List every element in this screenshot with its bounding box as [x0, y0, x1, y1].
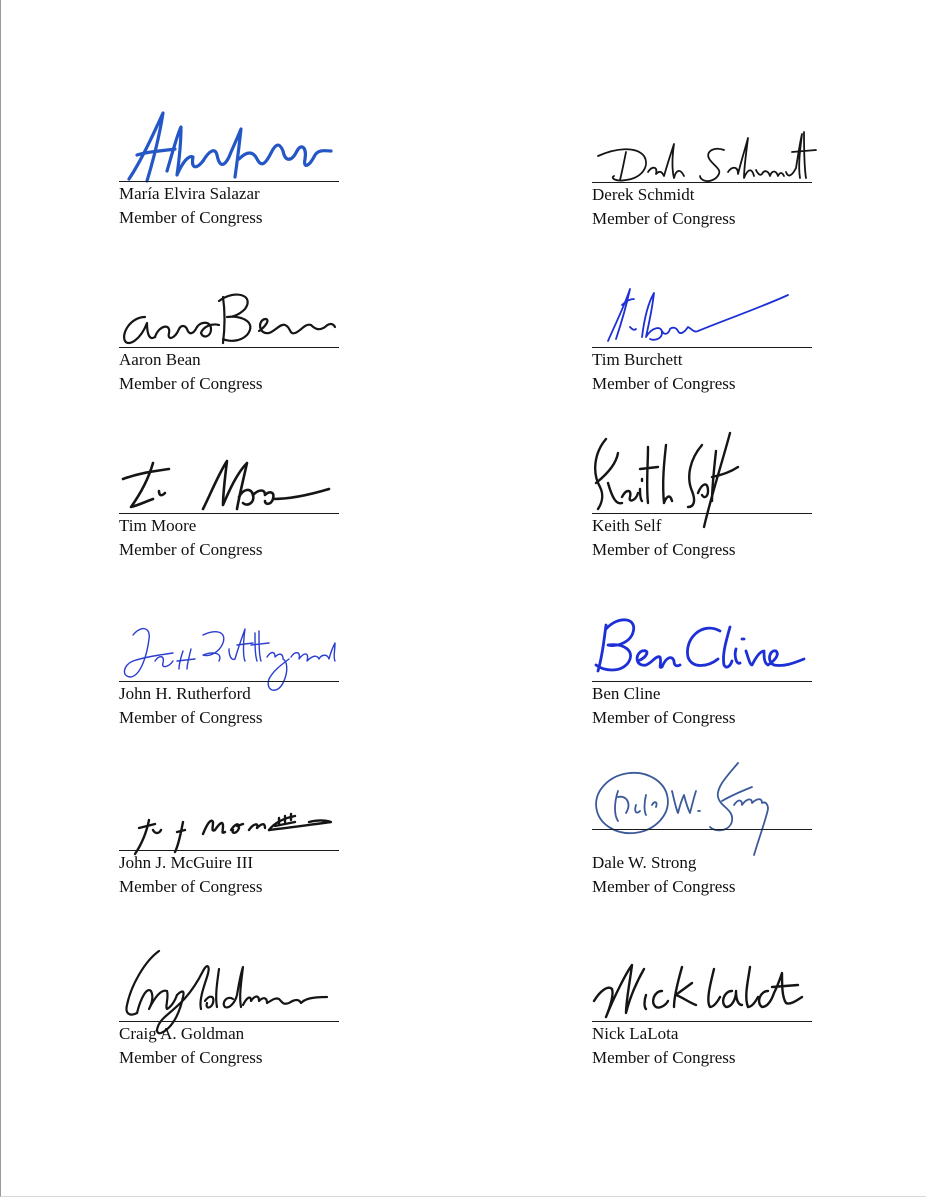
- signature-line: [119, 347, 339, 348]
- signature-line: [592, 829, 812, 830]
- signatory-title: Member of Congress: [592, 209, 736, 228]
- signatory-name: Tim Moore: [119, 516, 197, 535]
- signatory-title: Member of Congress: [592, 540, 736, 559]
- signatory-name: Dale W. Strong: [592, 853, 697, 872]
- signatory-name: Craig A. Goldman: [119, 1024, 245, 1043]
- signatory-name: Nick LaLota: [592, 1024, 679, 1043]
- signature-line: [119, 1021, 339, 1022]
- signature-line: [119, 850, 339, 851]
- signatory-title: Member of Congress: [119, 374, 263, 393]
- signature-line: [119, 513, 339, 514]
- signatory-title: Member of Congress: [592, 374, 736, 393]
- signature-line: [592, 182, 812, 183]
- signature-line: [119, 681, 339, 682]
- signatory-title: Member of Congress: [119, 540, 263, 559]
- signatory-name: John H. Rutherford: [119, 684, 251, 703]
- signature-line: [592, 513, 812, 514]
- signatory-title: Member of Congress: [119, 708, 263, 727]
- signatory-name: Keith Self: [592, 516, 662, 535]
- signatory-name: Derek Schmidt: [592, 185, 695, 204]
- signature-line: [119, 181, 339, 182]
- signatory-title: Member of Congress: [119, 208, 263, 227]
- signatory-name: Ben Cline: [592, 684, 661, 703]
- signatory-name: María Elvira Salazar: [119, 184, 260, 203]
- signatory-name: Aaron Bean: [119, 350, 201, 369]
- signatory-title: Member of Congress: [119, 877, 263, 896]
- signature-line: [592, 347, 812, 348]
- signature-line: [592, 681, 812, 682]
- signatory-name: Tim Burchett: [592, 350, 683, 369]
- signatory-name: John J. McGuire III: [119, 853, 254, 872]
- signatory-title: Member of Congress: [592, 1048, 736, 1067]
- signature-line: [592, 1021, 812, 1022]
- signatory-title: Member of Congress: [119, 1048, 263, 1067]
- signatory-title: Member of Congress: [592, 877, 736, 896]
- signatory-title: Member of Congress: [592, 708, 736, 727]
